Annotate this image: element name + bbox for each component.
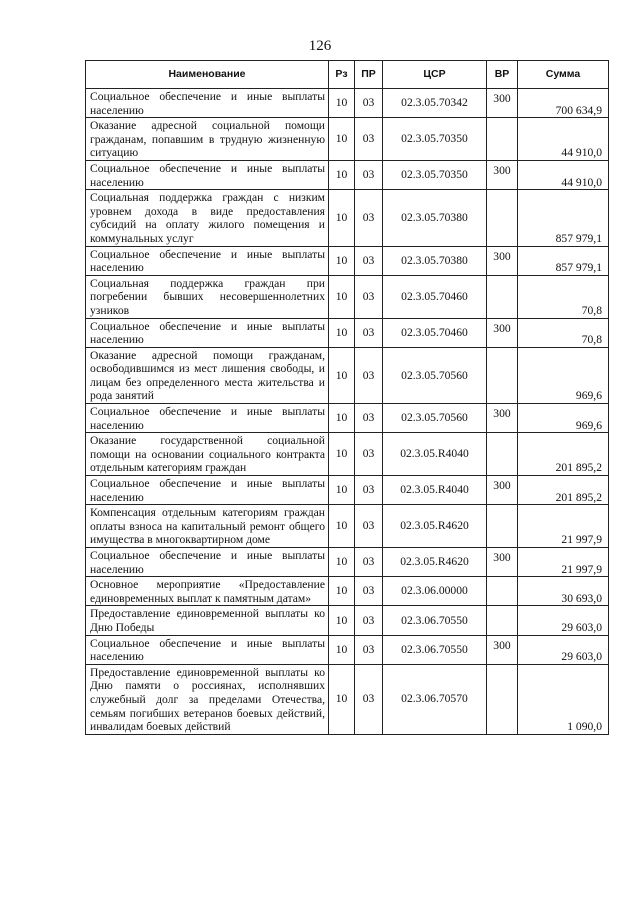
row-csr: 02.3.05.70560 (383, 347, 487, 403)
row-sum: 21 997,9 (518, 505, 609, 548)
row-rz: 10 (329, 347, 355, 403)
row-vr: 300 (487, 160, 518, 189)
row-rz: 10 (329, 89, 355, 118)
row-rz: 10 (329, 118, 355, 161)
header-csr: ЦСР (383, 61, 487, 89)
row-vr (487, 190, 518, 246)
row-name: Социальное обеспечение и иные выплаты населению (86, 476, 329, 505)
row-vr (487, 577, 518, 606)
row-vr: 300 (487, 404, 518, 433)
row-pr: 03 (355, 635, 383, 664)
row-name: Социальная поддержка граждан при погребении бывших несовершеннолетних узников (86, 275, 329, 318)
row-rz: 10 (329, 275, 355, 318)
row-vr (487, 275, 518, 318)
row-csr: 02.3.05.70350 (383, 118, 487, 161)
row-sum: 1 090,0 (518, 664, 609, 734)
row-pr: 03 (355, 505, 383, 548)
row-vr (487, 505, 518, 548)
row-vr (487, 118, 518, 161)
row-csr: 02.3.05.70350 (383, 160, 487, 189)
row-pr: 03 (355, 318, 383, 347)
row-rz: 10 (329, 404, 355, 433)
row-vr (487, 664, 518, 734)
row-name: Социальное обеспечение и иные выплаты населению (86, 404, 329, 433)
row-csr: 02.3.05.R4040 (383, 476, 487, 505)
row-pr: 03 (355, 433, 383, 476)
row-pr: 03 (355, 606, 383, 635)
table-row (86, 404, 609, 433)
row-sum: 700 634,9 (518, 89, 609, 118)
row-rz: 10 (329, 635, 355, 664)
row-sum: 969,6 (518, 347, 609, 403)
row-sum: 70,8 (518, 275, 609, 318)
row-sum: 30 693,0 (518, 577, 609, 606)
row-sum: 44 910,0 (518, 160, 609, 189)
row-pr: 03 (355, 160, 383, 189)
table-row (86, 118, 609, 161)
row-name: Социальное обеспечение и иные выплаты населению (86, 246, 329, 275)
row-rz: 10 (329, 476, 355, 505)
table-row (86, 160, 609, 189)
header-rz: Рз (329, 61, 355, 89)
row-csr: 02.3.05.70460 (383, 275, 487, 318)
row-rz: 10 (329, 190, 355, 246)
row-sum: 857 979,1 (518, 190, 609, 246)
row-rz: 10 (329, 246, 355, 275)
row-csr: 02.3.06.70550 (383, 606, 487, 635)
row-vr (487, 347, 518, 403)
row-sum: 201 895,2 (518, 433, 609, 476)
row-name: Оказание государственной социальной помощи на основании социального контракта отдельным категориям граждан (86, 433, 329, 476)
row-pr: 03 (355, 548, 383, 577)
table-row (86, 635, 609, 664)
row-sum: 201 895,2 (518, 476, 609, 505)
row-sum: 44 910,0 (518, 118, 609, 161)
row-sum: 70,8 (518, 318, 609, 347)
header-sum: Сумма (518, 61, 609, 89)
row-sum: 21 997,9 (518, 548, 609, 577)
row-name: Предоставление единовременной выплаты ко Дню Победы (86, 606, 329, 635)
header-name: Наименование (86, 61, 329, 89)
table-row (86, 275, 609, 318)
row-name: Социальная поддержка граждан с низким уровнем дохода в виде предоставления субсидий на оплату жилого помещения и коммунальных услуг (86, 190, 329, 246)
row-csr: 02.3.06.00000 (383, 577, 487, 606)
row-vr: 300 (487, 246, 518, 275)
table-row (86, 577, 609, 606)
row-pr: 03 (355, 476, 383, 505)
row-name: Основное мероприятие «Предоставление единовременных выплат к памятным датам» (86, 577, 329, 606)
row-name: Компенсация отдельным категориям граждан оплаты взноса на капитальный ремонт общего имущества в многоквартирном доме (86, 505, 329, 548)
row-vr (487, 606, 518, 635)
row-rz: 10 (329, 433, 355, 476)
header-vr: ВР (487, 61, 518, 89)
row-pr: 03 (355, 347, 383, 403)
table-row (86, 664, 609, 734)
row-pr: 03 (355, 190, 383, 246)
row-pr: 03 (355, 89, 383, 118)
row-csr: 02.3.06.70550 (383, 635, 487, 664)
row-name: Оказание адресной социальной помощи гражданам, попавшим в трудную жизненную ситуацию (86, 118, 329, 161)
table-row (86, 246, 609, 275)
budget-table (85, 60, 609, 735)
row-csr: 02.3.05.70560 (383, 404, 487, 433)
row-pr: 03 (355, 275, 383, 318)
row-name: Социальное обеспечение и иные выплаты населению (86, 318, 329, 347)
row-sum: 29 603,0 (518, 635, 609, 664)
header-row (86, 61, 609, 89)
row-csr: 02.3.06.70570 (383, 664, 487, 734)
row-rz: 10 (329, 577, 355, 606)
row-csr: 02.3.05.70380 (383, 190, 487, 246)
row-name: Оказание адресной помощи гражданам, освободившимся из мест лишения свободы, и лицам без определенного места жительства и рода занятий (86, 347, 329, 403)
row-name: Социальное обеспечение и иные выплаты населению (86, 635, 329, 664)
row-rz: 10 (329, 664, 355, 734)
row-pr: 03 (355, 577, 383, 606)
row-pr: 03 (355, 118, 383, 161)
row-vr: 300 (487, 548, 518, 577)
table-row (86, 505, 609, 548)
table-row (86, 347, 609, 403)
row-csr: 02.3.05.R4040 (383, 433, 487, 476)
table-row (86, 606, 609, 635)
table-row (86, 318, 609, 347)
row-name: Социальное обеспечение и иные выплаты населению (86, 548, 329, 577)
row-sum: 969,6 (518, 404, 609, 433)
row-vr: 300 (487, 318, 518, 347)
row-csr: 02.3.05.70342 (383, 89, 487, 118)
table-row (86, 433, 609, 476)
row-rz: 10 (329, 548, 355, 577)
row-csr: 02.3.05.70380 (383, 246, 487, 275)
table-row (86, 89, 609, 118)
row-csr: 02.3.05.R4620 (383, 548, 487, 577)
row-pr: 03 (355, 404, 383, 433)
row-name: Социальное обеспечение и иные выплаты населению (86, 89, 329, 118)
row-sum: 29 603,0 (518, 606, 609, 635)
row-vr: 300 (487, 635, 518, 664)
row-rz: 10 (329, 318, 355, 347)
table-row (86, 548, 609, 577)
header-pr: ПР (355, 61, 383, 89)
table-row (86, 190, 609, 246)
page-number: 126 (308, 38, 332, 54)
row-rz: 10 (329, 160, 355, 189)
row-vr (487, 433, 518, 476)
row-csr: 02.3.05.R4620 (383, 505, 487, 548)
row-pr: 03 (355, 664, 383, 734)
row-vr: 300 (487, 476, 518, 505)
row-pr: 03 (355, 246, 383, 275)
row-name: Предоставление единовременной выплаты ко Дню памяти о россиянах, исполнявших служебный долг за пределами Отечества, семьям погибших ветеранов боевых действий, инвалидам боевых действий (86, 664, 329, 734)
row-csr: 02.3.05.70460 (383, 318, 487, 347)
row-vr: 300 (487, 89, 518, 118)
row-rz: 10 (329, 505, 355, 548)
table-row (86, 476, 609, 505)
row-name: Социальное обеспечение и иные выплаты населению (86, 160, 329, 189)
row-rz: 10 (329, 606, 355, 635)
row-sum: 857 979,1 (518, 246, 609, 275)
